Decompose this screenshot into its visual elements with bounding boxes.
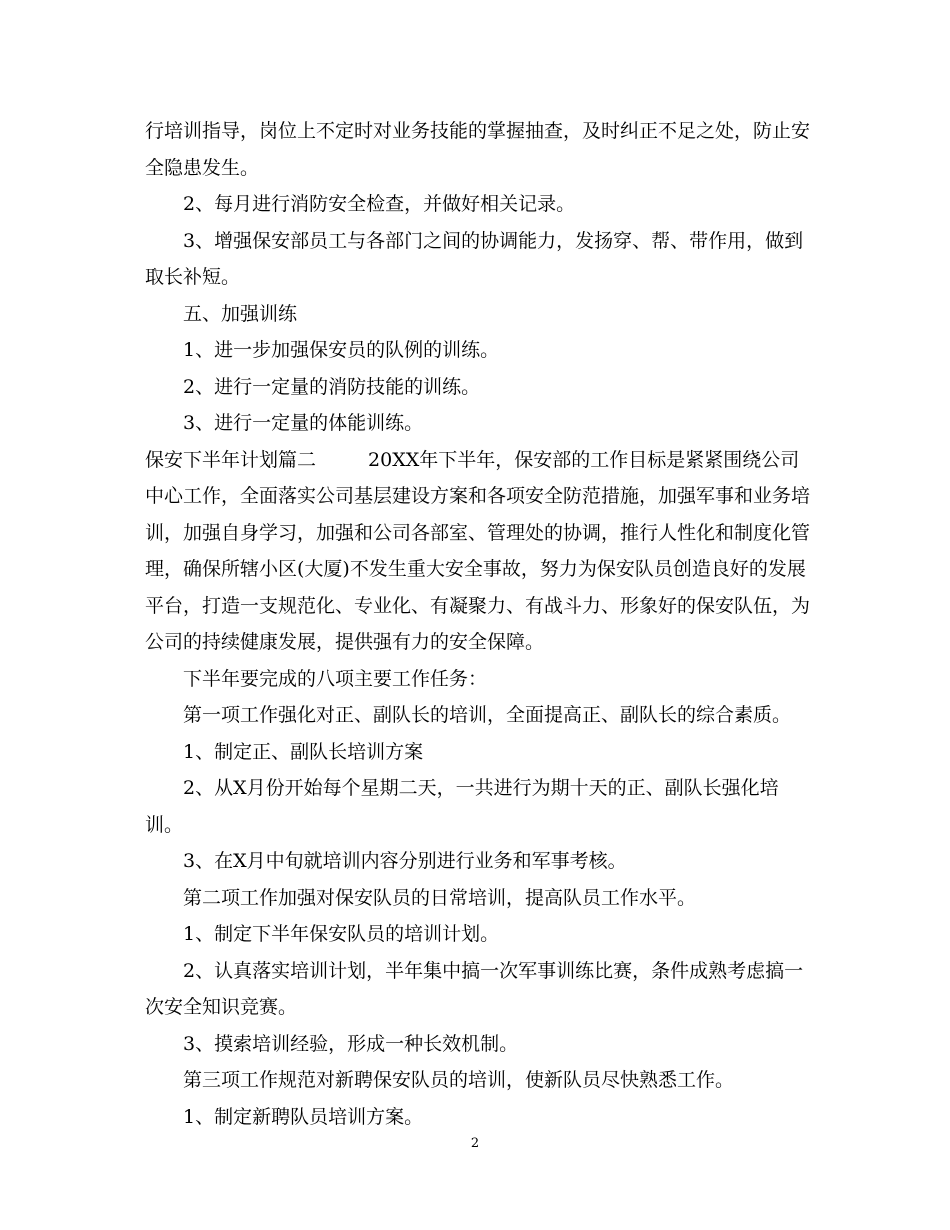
paragraph-item: 1、制定新聘队员培训方案。 bbox=[183, 1105, 424, 1128]
paragraph-item: 2、认真落实培训计划，半年集中搞一次军事训练比赛，条件成熟考虑搞一次安全知识竞赛。 bbox=[145, 959, 804, 1018]
task-heading: 第三项工作规范对新聘保安队员的培训，使新队员尽快熟悉工作。 bbox=[183, 1069, 735, 1091]
page-number: 2 bbox=[470, 1136, 480, 1151]
section-heading-5: 五、加强训练 bbox=[183, 302, 298, 325]
paragraph-continuation: 行培训指导，岗位上不定时对业务技能的掌握抽查，及时纠正不足之处，防止安全隐患发生。 bbox=[145, 120, 811, 179]
paragraph-item: 2、每月进行消防安全检查，并做好相关记录。 bbox=[183, 193, 576, 215]
paragraph-item: 3、增强保安部员工与各部门之间的协调能力，发扬穿、帮、带作用，做到取长补短。 bbox=[145, 229, 804, 288]
section-intro-paragraph bbox=[145, 442, 810, 661]
document-body bbox=[145, 113, 810, 1135]
paragraph-item: 3、进行一定量的体能训练。 bbox=[183, 412, 424, 434]
tasks-heading: 下半年要完成的八项主要工作任务： bbox=[183, 667, 488, 690]
paragraph-item: 1、制定下半年保安队员的培训计划。 bbox=[183, 923, 500, 945]
section-intro-text: 20XX年下半年，保安部的工作目标是紧紧围绕公司中心工作，全面落实公司基层建设方案和各项安全防范措施，加强军事和业务培训，加强自身学习，加强和公司各部室、管理处的协调，推行人性化和制度化管理，确保所辖小区(大厦)不发生重大安全事故，努力为保安队员创造良好的发展平台，打造一支规范化、专业化、有凝聚力、有战斗力、形象好的保安队伍，为公司的持续健康发展，提供强有力的安全保障。 bbox=[145, 448, 811, 653]
paragraph-item: 2、从X月份开始每个星期二天，一共进行为期十天的正、副队长强化培训。 bbox=[145, 777, 779, 836]
task-heading: 第二项工作加强对保安队员的日常培训，提高队员工作水平。 bbox=[183, 886, 697, 909]
task-heading: 第一项工作强化对正、副队长的培训，全面提高正、副队长的综合素质。 bbox=[183, 704, 792, 726]
paragraph-item: 3、摸索培训经验，形成一种长效机制。 bbox=[183, 1032, 519, 1055]
paragraph-item: 3、在X月中旬就培训内容分别进行业务和军事考核。 bbox=[183, 850, 627, 872]
paragraph-item: 1、制定正、副队长培训方案 bbox=[183, 740, 424, 763]
paragraph-item: 1、进一步加强保安员的队例的训练。 bbox=[183, 339, 500, 361]
section-heading: 保安下半年计划篇二 bbox=[145, 448, 317, 471]
paragraph-item: 2、进行一定量的消防技能的训练。 bbox=[183, 375, 481, 398]
